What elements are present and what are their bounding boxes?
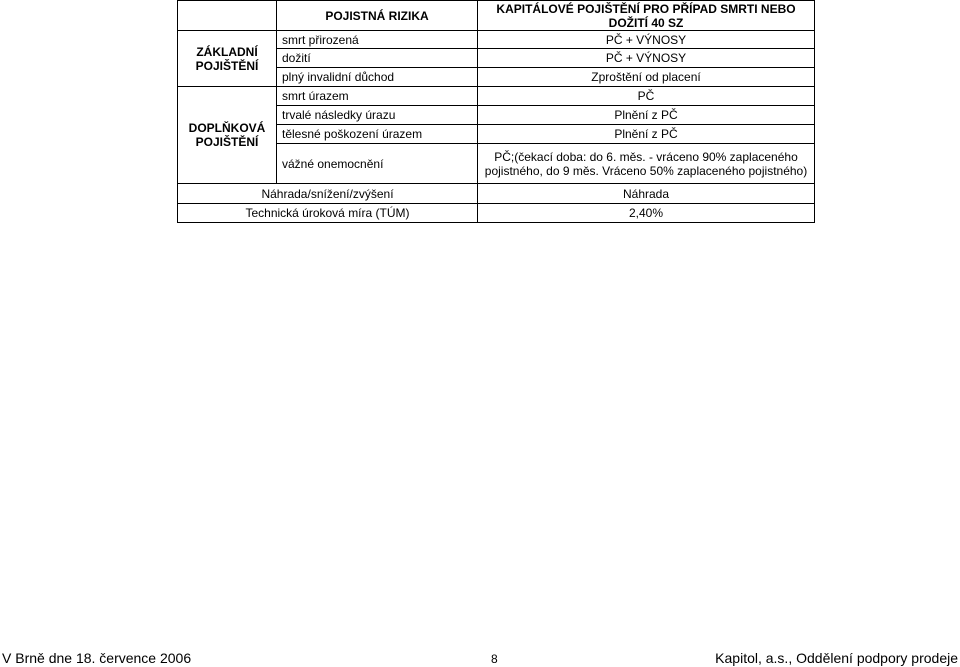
risk-natural-death: smrt přirozená [277,31,478,49]
product-header-line2: DOŽITÍ 40 SZ [608,15,684,30]
value-natural-death: PČ + VÝNOSY [478,31,815,49]
summary-interest-rate-label: Technická úroková míra (TÚM) [178,204,478,223]
group-basic-insurance: ZÁKLADNÍ POJIŠTĚNÍ [178,31,277,87]
footer-date: V Brně dne 18. července 2006 [2,650,192,666]
product-header [478,1,815,31]
value-full-disability: Zproštění od placení [478,68,815,87]
risk-accidental-death: smrt úrazem [277,87,478,106]
value-serious-illness [478,144,815,184]
insurance-risks-table [177,0,815,223]
footer-company: Kapitol, a.s., Oddělení podpory prodeje [715,650,958,666]
product-header-line1: KAPITÁLOVÉ POJIŠTĚNÍ PRO PŘÍPAD SMRTI NEBO [496,1,796,16]
value-serious-illness-line1: PČ;(čekací doba: do 6. měs. - vráceno 90% zaplaceného [494,149,798,164]
risks-header: POJISTNÁ RIZIKA [277,1,478,31]
footer-page-number: 8 [491,652,498,666]
value-accidental-death: PČ [478,87,815,106]
value-bodily-injury: Plnění z PČ [478,125,815,144]
summary-interest-rate-value: 2,40% [478,204,815,223]
risk-serious-illness: vážné onemocnění [277,144,478,184]
value-serious-illness-line2: pojistného, do 9 měs. Vráceno 50% zaplaceného pojistného) [484,163,808,178]
value-endowment: PČ + VÝNOSY [478,49,815,68]
risk-bodily-injury: tělesné poškození úrazem [277,125,478,144]
value-permanent-injury: Plnění z PČ [478,106,815,125]
risk-full-disability: plný invalidní důchod [277,68,478,87]
summary-compensation-label: Náhrada/snížení/zvýšení [178,184,478,204]
risk-permanent-injury: trvalé následky úrazu [277,106,478,125]
summary-compensation-value: Náhrada [478,184,815,204]
group-supplementary-insurance: DOPLŇKOVÁ POJIŠTĚNÍ [178,87,277,184]
risk-endowment: dožití [277,49,478,68]
empty-corner-cell [178,1,277,31]
